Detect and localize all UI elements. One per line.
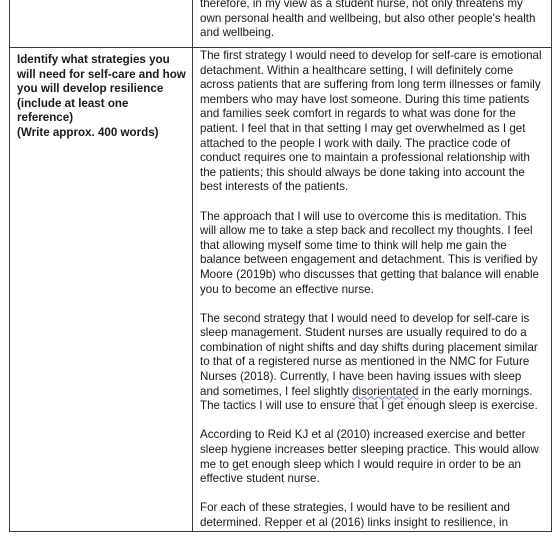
question-title: Identify what strategies you will need for self-care and how you will develop resilience (include at least one reference) <box>17 53 186 125</box>
table-row-previous <box>10 0 552 48</box>
answer-paragraph-3 <box>200 312 543 414</box>
answer-paragraph-3-start: The second strategy that I would need to develop for self-care is sleep management. Student nurses are usually required to do a combination of night shifts and day shifts during placement similar to that of a registered nurse as mentioned in the NMC for Future Nurses (2018). Currently, I have been having issues with sleep and sometimes, I feel slightly <box>200 311 538 398</box>
answer-paragraph-3-end: in the early mornings. The tactics I will use to ensure that I get enough sleep is exercise. <box>200 384 538 413</box>
previous-answer-text: therefore, in my view as a student nurse, not only threatens my own personal health and wellbeing, but also other people's health and wellbeing. <box>200 0 536 40</box>
previous-answer-cell <box>193 0 552 48</box>
spellcheck-flagged-word[interactable]: disorientated <box>352 384 419 398</box>
answer-cell <box>193 48 552 532</box>
answer-paragraph-2: The approach that I will use to overcome this is meditation. This will allow me to take a step back and recollect my thoughts. I feel that allowing myself some time to think will help me gain the balance between engagement and detachment. This is verified by Moore (2019b) who discusses that getting that balance will enable you to become an effective nurse. <box>200 209 539 296</box>
answer-paragraph-4: According to Reid KJ et al (2010) increased exercise and better sleep hygiene increases better sleeping practice. This would allow me to get enough sleep which I would require in order to be an effective student nurse. <box>200 428 539 486</box>
answer-paragraph-5: For each of these strategies, I would have to be resilient and determined. Repper et al (2016) links insight to resilience, in <box>200 501 510 529</box>
assignment-table <box>9 0 552 532</box>
answer-paragraph-1: The first strategy I would need to develop for self-care is emotional detachment. Within a healthcare setting, I will definitely come across patients that are suffering from long term illnesses or family members who may have lost someone. During this time patients and families seek comfort in regards to what was done for the patient. I feel that in that setting I may get overwhelmed as I get attached to the people I work with daily. The practice code of conduct requires one to maintain a professional relationship with the patients; this should always be done taking into account the best interests of the patients. <box>200 49 542 194</box>
question-cell <box>10 48 193 532</box>
table-row-self-care <box>10 48 552 532</box>
empty-label-cell <box>10 0 193 48</box>
word-limit: (Write approx. 400 words) <box>17 125 159 139</box>
